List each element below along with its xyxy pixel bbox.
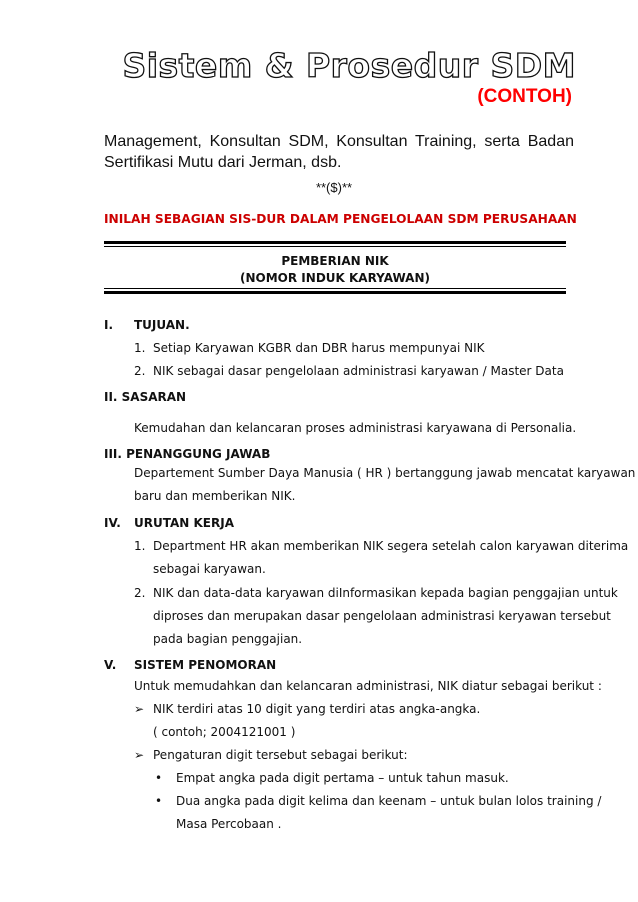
section-2-title: II. SASARAN [104,390,187,404]
section-5-number: V. [104,658,117,672]
separator-text: **($)** [315,180,353,195]
section-5-point-1-line-2: ( contoh; 2004121001 ) [153,725,296,739]
section-5-title: SISTEM PENOMORAN [134,658,277,672]
intro-paragraph [104,131,574,173]
section-1-item-2-marker: 2. [134,364,146,378]
section-4-item-2-marker: 2. [134,586,146,600]
section-3-body-line-2: baru dan memberikan NIK. [134,489,296,503]
section-4-item-1-line-2: sebagai karyawan. [153,562,266,576]
section-doc-title [104,253,566,287]
arrow-bullet-icon: ➢ [134,702,145,716]
section-1-item-1-marker: 1. [134,341,146,355]
section-4-item-1-marker: 1. [134,539,146,553]
top-rule-thin [104,246,566,247]
section-3-title: III. PENANGGUNG JAWAB [104,447,271,461]
section-5-intro: Untuk memudahkan dan kelancaran administrasi, NIK diatur sebagai berikut : [134,679,602,693]
section-5-point-2: Pengaturan digit tersebut sebagai berikut: [153,748,408,762]
dot-bullet-icon: • [155,794,163,808]
document-title: Sistem & Prosedur SDM [122,46,576,85]
section-5-sub-2-line-2: Masa Percobaan . [176,817,282,831]
section-3-body-line-1: Departement Sumber Daya Manusia ( HR ) bertanggung jawab mencatat karyawan [134,466,636,480]
dot-bullet-icon: • [155,771,163,785]
section-4-item-2-line-2: diproses dan merupakan dasar pengelolaan administrasi keryawan tersebut [153,609,611,623]
document-subtitle: (CONTOH) [477,86,572,107]
intro-line-2: Sertifikasi Mutu dari Jerman, dsb. [104,154,342,171]
bottom-rule-thin [104,288,566,289]
top-rule-thick [104,241,566,244]
section-5-sub-1: Empat angka pada digit pertama – untuk tahun masuk. [176,771,509,785]
intro-line-1: Management, Konsultan SDM, Konsultan Training, serta Badan [104,133,574,150]
section-1-title: TUJUAN. [134,318,190,332]
arrow-bullet-icon: ➢ [134,748,145,762]
bottom-rule-thick [104,291,566,294]
section-1-item-2: NIK sebagai dasar pengelolaan administrasi karyawan / Master Data [153,364,564,378]
section-4-item-2-line-1: NIK dan data-data karyawan diInformasikan kepada bagian penggajian untuk [153,586,618,600]
section-4-item-1-line-1: Department HR akan memberikan NIK segera setelah calon karyawan diterima [153,539,629,553]
section-5-point-1-line-1: NIK terdiri atas 10 digit yang terdiri atas angka-angka. [153,702,481,716]
section-2-body: Kemudahan dan kelancaran proses administrasi karyawana di Personalia. [134,421,577,435]
section-4-title: URUTAN KERJA [134,516,234,530]
doc-title-line-2: (NOMOR INDUK KARYAWAN) [240,271,430,285]
highlight-heading: INILAH SEBAGIAN SIS-DUR DALAM PENGELOLAAN SDM PERUSAHAAN [104,212,577,226]
section-1-number: I. [104,318,114,332]
section-4-number: IV. [104,516,121,530]
section-1-item-1: Setiap Karyawan KGBR dan DBR harus mempunyai NIK [153,341,485,355]
section-4-item-2-line-3: pada bagian penggajian. [153,632,303,646]
doc-title-line-1: PEMBERIAN NIK [281,254,389,268]
section-5-sub-2-line-1: Dua angka pada digit kelima dan keenam – untuk bulan lolos training / [176,794,602,808]
